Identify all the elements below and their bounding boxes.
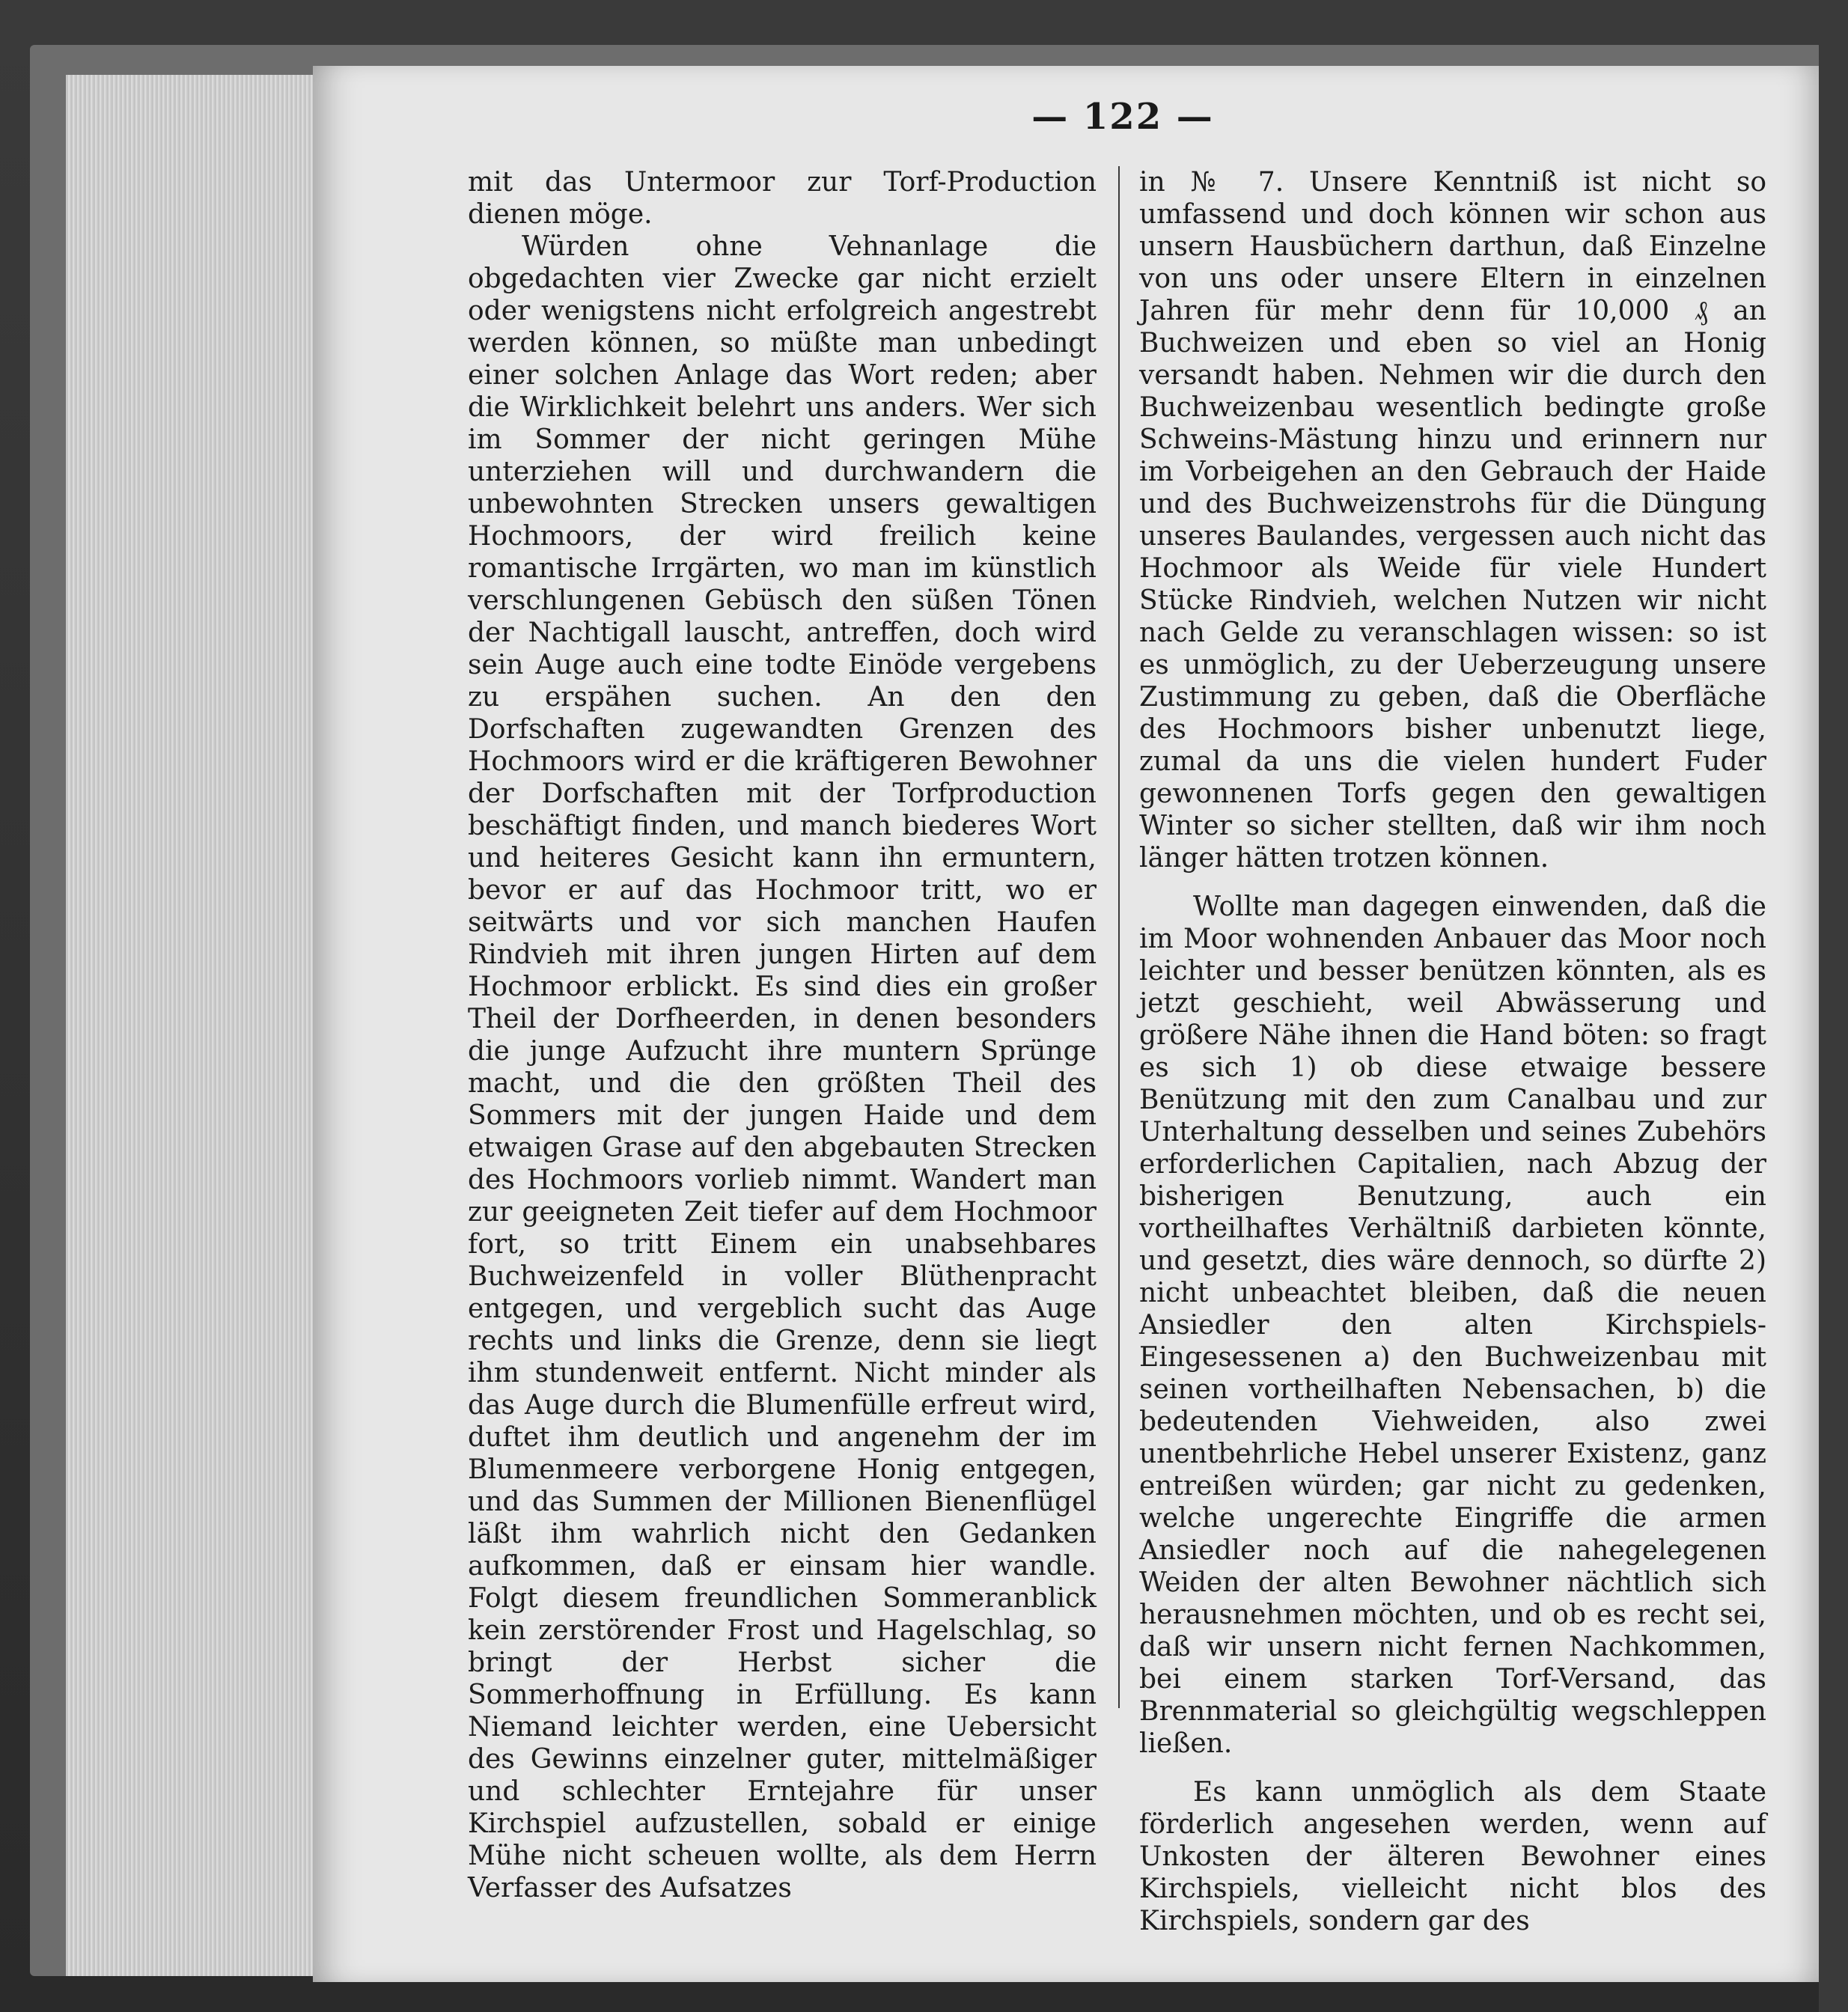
paragraph: Es kann unmöglich als dem Staate förderlich angesehen werden, wenn auf Unkosten der älteren Bewohner eines Kirchspiels, vielleicht nicht blos des Kirchspiels, sondern gar des	[1139, 1777, 1766, 1936]
right-column	[1139, 166, 1766, 1937]
page-number: — 122 —	[1031, 96, 1214, 138]
scan-margin	[1819, 45, 1848, 2012]
page-edges	[66, 75, 315, 1976]
paragraph: Würden ohne Vehnanlage die obgedachten vier Zwecke gar nicht erzielt oder wenigstens nicht erfolgreich angestrebt werden können, so müßte man unbedingt einer solchen Anlage das Wort reden; aber die Wirklichkeit belehrt uns anders. Wer sich im Sommer der nicht geringen Mühe unterziehen will und durchwandern die unbewohnten Strecken unsers gewaltigen Hochmoors, der wird freilich keine romantische Irrgärten, wo man im künstlich verschlungenen Gebüsch den süßen Tönen der Nachtigall lauscht, antreffen, doch wird sein Auge auch eine todte Einöde vergebens zu erspähen suchen. An den den Dorfschaften zugewandten Grenzen des Hochmoors wird er die kräftigeren Bewohner der Dorfschaften mit der Torfproduction beschäftigt finden, und manch biederes Wort und heiteres Gesicht kann ihn ermuntern, bevor er auf das Hochmoor tritt, wo er seitwärts und vor sich manchen Haufen Rindvieh mit ihren jungen Hirten auf dem Hochmoor erblickt. Es sind dies ein großer Theil der Dorfheerden, in denen besonders die junge Aufzucht ihre muntern Sprünge macht, und die den größten Theil des Sommers mit der jungen Haide und dem etwaigen Grase auf den abgebauten Strecken des Hochmoors vorlieb nimmt. Wandert man zur geeigneten Zeit tiefer auf dem Hochmoor fort, so tritt Einem ein unabsehbares Buchweizenfeld in voller Blüthenpracht entgegen, und vergeblich sucht das Auge rechts und links die Grenze, denn sie liegt ihm stundenweit entfernt. Nicht minder als das Auge durch die Blumenfülle erfreut wird, duftet ihm deutlich und angenehm der im Blumenmeere verborgene Honig entgegen, und das Summen der Millionen Bienenflügel läßt ihm wahrlich nicht den Gedanken aufkommen, daß er einsam hier wandle. Folgt diesem freundlichen Sommeranblick kein zerstörender Frost und Hagelschlag, so bringt der Herbst sicher die Sommerhoffnung in Erfüllung. Es kann Niemand leichter werden, eine Uebersicht des Gewinns einzelner guter, mittelmäßiger und schlechter Erntejahre für unser Kirchspiel aufzustellen, sobald er einige Mühe nicht scheuen wollte, als dem Herrn Verfasser des Aufsatzes	[468, 231, 1097, 1903]
paragraph: in № 7. Unsere Kenntniß ist nicht so umfassend und doch können wir schon aus unsern Hausbüchern darthun, daß Einzelne von uns oder unsere Eltern in einzelnen Jahren für mehr denn für 10,000 ₰ an Buchweizen und eben so viel an Honig versandt haben. Nehmen wir die durch den Buchweizenbau wesentlich bedingte große Schweins-Mästung hinzu und erinnern nur im Vorbeigehen an den Gebrauch der Haide und des Buchweizenstrohs für die Düngung unseres Baulandes, vergessen auch nicht das Hochmoor als Weide für viele Hundert Stücke Rindvieh, welchen Nutzen wir nicht nach Gelde zu veranschlagen wissen: so ist es unmöglich, zu der Ueberzeugung unsere Zustimmung zu geben, daß die Oberfläche des Hochmoors bisher unbenutzt liege, zumal da uns die vielen hundert Fuder gewonnenen Torfs gegen den gewaltigen Winter so sicher stellten, daß wir ihm noch länger hätten trotzen können.	[1139, 167, 1766, 874]
paragraph: mit das Untermoor zur Torf-Production dienen möge.	[468, 167, 1097, 230]
left-column	[468, 166, 1097, 1904]
paragraph: Wollte man dagegen einwenden, daß die im Moor wohnenden Anbauer das Moor noch leichter und besser benützen könnten, als es jetzt geschieht, weil Abwässerung und größere Nähe ihnen die Hand böten: so fragt es sich 1) ob diese etwaige bessere Benützung mit den zum Canalbau und zur Unterhaltung desselben und seines Zubehörs erforderlichen Capitalien, nach Abzug der bisherigen Benutzung, auch ein vortheilhaftes Verhältniß darbieten könnte, und gesetzt, dies wäre dennoch, so dürfte 2) nicht unbeachtet bleiben, daß die neuen Ansiedler den alten Kirchspiels-Eingesessenen a) den Buchweizenbau mit seinen vortheilhaften Nebensachen, b) die bedeutenden Viehweiden, also zwei unentbehrliche Hebel unserer Existenz, ganz entreißen würden; gar nicht zu gedenken, welche ungerechte Eingriffe die armen Ansiedler noch auf die nahegelegenen Weiden der alten Bewohner nächtlich sich herausnehmen möchten, und ob es recht sei, daß wir unsern nicht fernen Nachkommen, bei einem starken Torf-Versand, das Brennmaterial so gleichgültig wegschleppen ließen.	[1139, 891, 1766, 1759]
column-divider	[1118, 166, 1120, 1708]
